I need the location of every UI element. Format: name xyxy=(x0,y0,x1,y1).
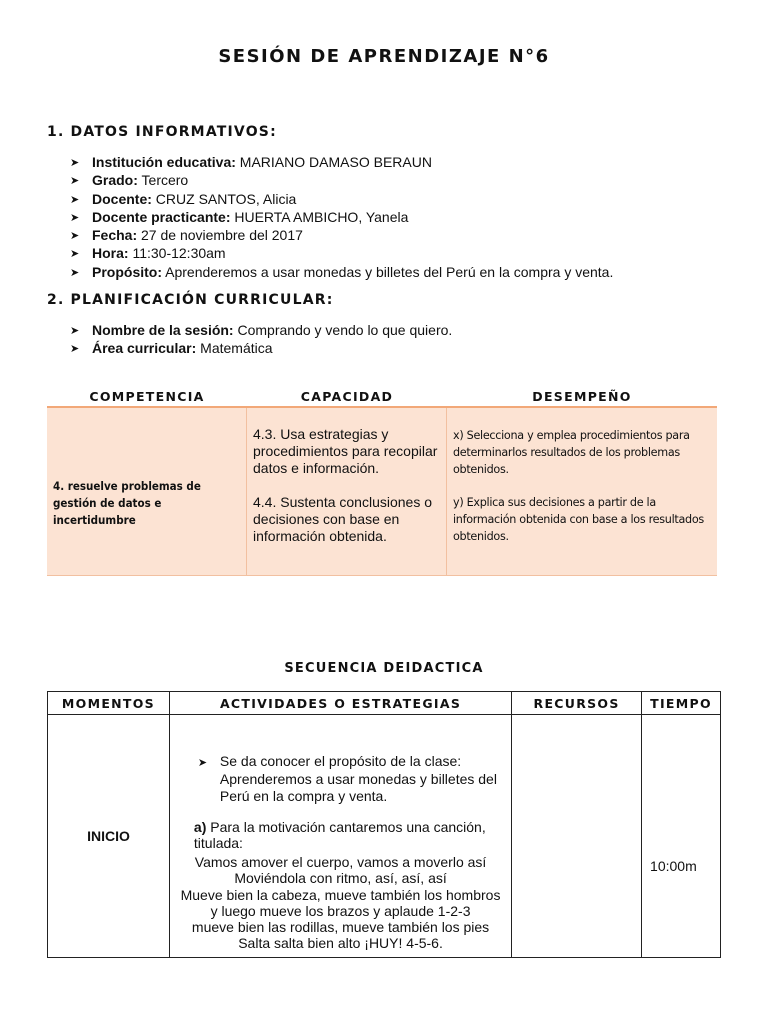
motivation-item: a) Para la motivación cantaremos una canción, titulada: xyxy=(193,819,486,852)
planificacion-list xyxy=(70,321,452,358)
sequence-title: SECUENCIA DEIDACTICA xyxy=(284,661,484,676)
desempeno-cell xyxy=(447,408,717,575)
song-line: Mueve bien la cabeza, mueve también los hombros xyxy=(180,886,501,903)
list-item: ➤ Docente practicante: HUERTA AMBICHO, Yanela xyxy=(70,208,613,226)
actividades-cell xyxy=(169,715,511,958)
list-item: ➤ Propósito: Aprenderemos a usar monedas y billetes del Perú en la compra y venta. xyxy=(70,263,613,281)
capacidad-cell xyxy=(247,408,447,575)
arrow-bullet-icon: ➤ xyxy=(70,343,80,356)
header-capacidad: CAPACIDAD xyxy=(300,389,394,404)
purpose-bullet: ➤ Se da conocer el propósito de la clase: Aprenderemos a usar monedas y billetes del Perú en la compra y venta. xyxy=(197,753,497,804)
song-line: Vamos amover el cuerpo, vamos a moverlo así xyxy=(194,854,487,870)
capacidad-item: 4.3. Usa estrategias y procedimientos para recopilar datos e información. xyxy=(253,426,438,476)
competence-table-header xyxy=(47,387,717,407)
table-header-row xyxy=(48,692,721,715)
arrow-bullet-icon: ➤ xyxy=(70,193,80,206)
list-item: ➤ Institución educativa: MARIANO DAMASO BERAUN xyxy=(70,153,613,171)
arrow-bullet-icon: ➤ xyxy=(197,757,208,769)
header-momentos: MOMENTOS xyxy=(48,692,170,715)
recursos-cell xyxy=(512,715,642,958)
list-item: ➤ Fecha: 27 de noviembre del 2017 xyxy=(70,226,613,244)
header-tiempo: TIEMPO xyxy=(642,692,721,715)
desempeno-item: y) Explica sus decisiones a partir de la información obtenida con base a los resultados obtenidos. xyxy=(453,496,704,543)
list-item: ➤ Nombre de la sesión: Comprando y vendo lo que quiero. xyxy=(70,321,452,339)
song-line: Moviéndola con ritmo, así, así, así xyxy=(234,870,447,887)
desempeno-item: x) Selecciona y emplea procedimientos para determinarlos resultados de los problemas obtenidos. xyxy=(453,429,690,476)
competence-table-body xyxy=(47,406,717,576)
song-line: y luego mueve los brazos y aplaude 1-2-3 xyxy=(210,902,471,919)
header-competencia: COMPETENCIA xyxy=(89,389,205,404)
section-heading-planificacion: 2. PLANIFICACIÓN CURRICULAR: xyxy=(47,292,334,308)
list-item: ➤ Hora: 11:30-12:30am xyxy=(70,244,613,262)
sequence-table xyxy=(47,691,721,958)
list-item: ➤ Área curricular: Matemática xyxy=(70,339,452,357)
section-heading-datos: 1. DATOS INFORMATIVOS: xyxy=(47,124,277,140)
page-title: SESIÓN DE APRENDIZAJE N°6 xyxy=(218,46,550,67)
competencia-cell xyxy=(47,408,247,575)
header-desempeno: DESEMPEÑO xyxy=(532,389,632,404)
song-line: Salta salta bien alto ¡HUY! 4-5-6. xyxy=(238,935,443,952)
arrow-bullet-icon: ➤ xyxy=(70,157,80,169)
arrow-bullet-icon: ➤ xyxy=(70,230,80,243)
list-item: ➤ Grado: Tercero xyxy=(70,171,613,189)
competencia-text: 4. resuelve problemas de gestión de datos e incertidumbre xyxy=(53,479,201,527)
arrow-bullet-icon: ➤ xyxy=(70,325,80,337)
header-recursos: RECURSOS xyxy=(512,692,642,715)
arrow-bullet-icon: ➤ xyxy=(70,266,80,279)
tiempo-cell: 10:00m xyxy=(642,715,721,958)
table-row xyxy=(48,715,721,958)
arrow-bullet-icon: ➤ xyxy=(70,211,80,224)
arrow-bullet-icon: ➤ xyxy=(70,175,80,188)
list-item: ➤ Docente: CRUZ SANTOS, Alicia xyxy=(70,190,613,208)
arrow-bullet-icon: ➤ xyxy=(70,248,80,261)
song-lyrics xyxy=(170,854,511,952)
header-actividades: ACTIVIDADES O ESTRATEGIAS xyxy=(169,692,511,715)
datos-list xyxy=(70,153,613,281)
capacidad-item: 4.4. Sustenta conclusiones o decisiones con base en información obtenida. xyxy=(253,494,433,544)
momento-cell: INICIO xyxy=(48,715,170,958)
song-line: mueve bien las rodillas, mueve también los pies xyxy=(191,919,490,936)
